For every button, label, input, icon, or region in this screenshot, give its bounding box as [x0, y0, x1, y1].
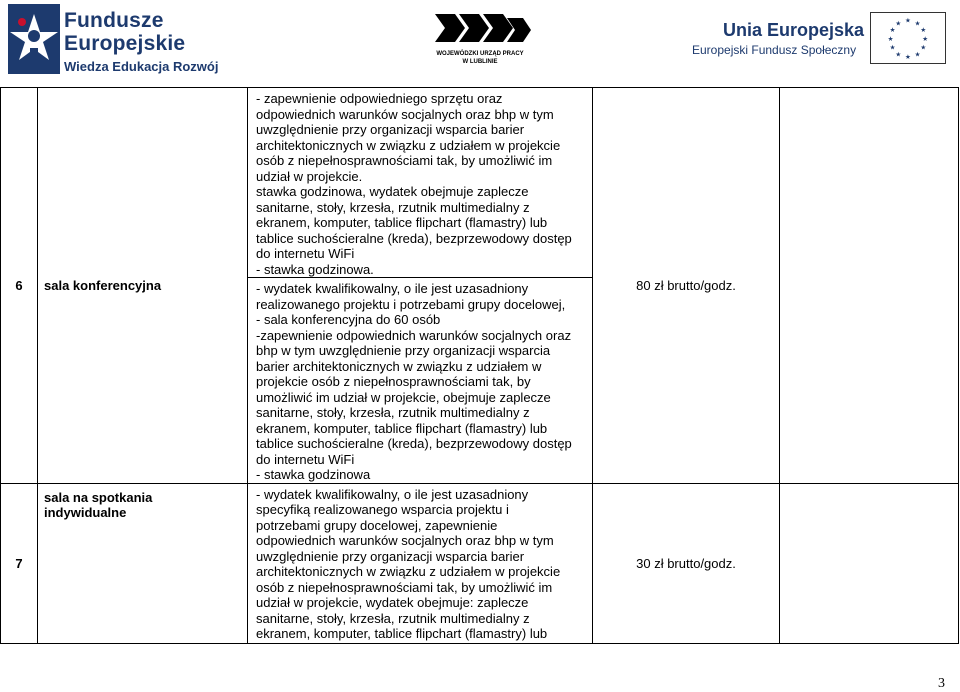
description-line: potrzebami grupy docelowej, zapewnienie [256, 517, 498, 533]
fe-title-line2: Europejskie [64, 32, 186, 55]
description-line: - sala konferencyjna do 60 osób [256, 312, 441, 327]
svg-text:★: ★ [914, 51, 921, 59]
description-line: - stawka godzinowa [256, 467, 371, 482]
row-name [38, 88, 248, 484]
row-price: 80 zł brutto/godz. [593, 88, 780, 484]
description-line: barier architektonicznych w związku z udziałem w [256, 358, 542, 374]
description-line: ekranem, komputer, tablice flipchart (flamastry) lub [256, 215, 548, 230]
description-line: tablice suchościeralne (kreda), bezprzewodowy dostęp [256, 436, 572, 451]
description-line: - wydatek kwalifikowalny, o ile jest uzasadniony [256, 281, 529, 296]
description-line: ekranem, komputer, tablice flipchart (flamastry) lub [256, 626, 548, 641]
empty-cell [780, 483, 959, 643]
description-line: - zapewnienie odpowiedniego sprzętu oraz [256, 91, 503, 106]
row-number: 6 [1, 88, 38, 484]
fe-subtitle: Wiedza Edukacja Rozwój [64, 59, 219, 74]
ue-subtitle: Europejski Fundusz Społeczny [692, 43, 857, 57]
table-row [1, 483, 959, 643]
description-line: uwzględnienie przy organizacji wsparcia barier [256, 122, 525, 137]
description-line: -zapewnienie odpowiednich warunków socjalnych oraz [256, 327, 572, 343]
svg-text:★: ★ [895, 51, 902, 59]
fe-title-line1: Fundusze [64, 9, 164, 32]
ue-title: Unia Europejska [723, 20, 865, 40]
svg-text:★: ★ [904, 17, 912, 25]
svg-text:★: ★ [889, 44, 896, 52]
description-line: osób z niepełnosprawnościami tak, by umożliwić im [256, 579, 553, 595]
table-row [1, 88, 959, 278]
eu-flag-icon [870, 12, 946, 64]
page-number: 3 [938, 676, 945, 691]
svg-text:★: ★ [920, 27, 927, 35]
description-line: sanitarne, stoły, krzesła, rzutnik multimedialny z [256, 610, 530, 626]
row-name-text: sala konferencyjna [44, 277, 162, 293]
svg-text:★: ★ [889, 27, 896, 35]
svg-text:★: ★ [914, 20, 921, 28]
description-line: sanitarne, stoły, krzesła, rzutnik multimedialny z [256, 405, 530, 420]
fundusze-europejskie-logo [8, 4, 223, 74]
wup-name-line2: W LUBLINIE [462, 59, 498, 65]
page-header [0, 0, 960, 80]
row-description [248, 483, 593, 643]
description-line: stawka godzinowa, wydatek obejmuje zaplecze [256, 184, 529, 199]
description-line: do internetu WiFi [256, 451, 355, 467]
wup-name-line1: WOJEWÓDZKI URZĄD PRACY [436, 51, 524, 57]
description-line: architektonicznych w związku z udziałem w projekcie [256, 137, 561, 153]
description-line: tablice suchościeralne (kreda), bezprzewodowy dostęp [256, 230, 572, 246]
description-line: realizowanego projektu i potrzebami grupy docelowej, [256, 296, 566, 312]
description-line: udział w projekcie. [256, 168, 363, 184]
description-line: bhp w tym uwzględnienie przy organizacji wsparcia [256, 343, 551, 358]
empty-cell [780, 88, 959, 484]
cost-table [0, 87, 959, 644]
description-line: sanitarne, stoły, krzesła, rzutnik multimedialny z [256, 199, 530, 215]
description-line: osób z niepełnosprawnościami tak, by umożliwić im [256, 153, 553, 168]
svg-text:★: ★ [920, 44, 927, 52]
description-line: ekranem, komputer, tablice flipchart (flamastry) lub [256, 420, 548, 436]
description-line: projekcie osób z niepełnosprawnościami tak, by [256, 374, 531, 389]
unia-europejska-logo [690, 10, 952, 70]
row-name-line: sala na spotkania [44, 489, 153, 505]
row-price: 30 zł brutto/godz. [593, 483, 780, 643]
description-line: udział w projekcie, wydatek obejmuje: zaplecze [256, 595, 529, 610]
description-line: odpowiednich warunków socjalnych oraz bhp w tym [256, 533, 554, 548]
description-line: uwzględnienie przy organizacji wsparcia barier [256, 548, 525, 564]
row-name [38, 483, 248, 643]
description-line: specyfiką realizowanego wsparcia projektu i [256, 502, 509, 517]
svg-text:★: ★ [887, 35, 894, 43]
wup-arrows-icon [425, 10, 535, 50]
description-line: - stawka godzinowa. [256, 261, 374, 277]
row-name-line: indywidualne [44, 504, 127, 520]
fe-star-icon [8, 4, 60, 74]
row-description [248, 278, 593, 484]
svg-text:★: ★ [895, 20, 902, 28]
description-line: architektonicznych w związku z udziałem w projekcie [256, 564, 561, 579]
row-description [248, 88, 593, 278]
description-line: do internetu WiFi [256, 246, 355, 261]
svg-text:★: ★ [904, 54, 912, 62]
wup-lublin-logo [425, 10, 535, 72]
svg-text:★: ★ [922, 35, 929, 43]
row-number: 7 [1, 483, 38, 643]
description-line: umożliwić im udział w projekcie, obejmuje zaplecze [256, 389, 551, 405]
description-line: - wydatek kwalifikowalny, o ile jest uzasadniony [256, 486, 529, 502]
description-line: odpowiednich warunków socjalnych oraz bhp w tym [256, 106, 554, 122]
